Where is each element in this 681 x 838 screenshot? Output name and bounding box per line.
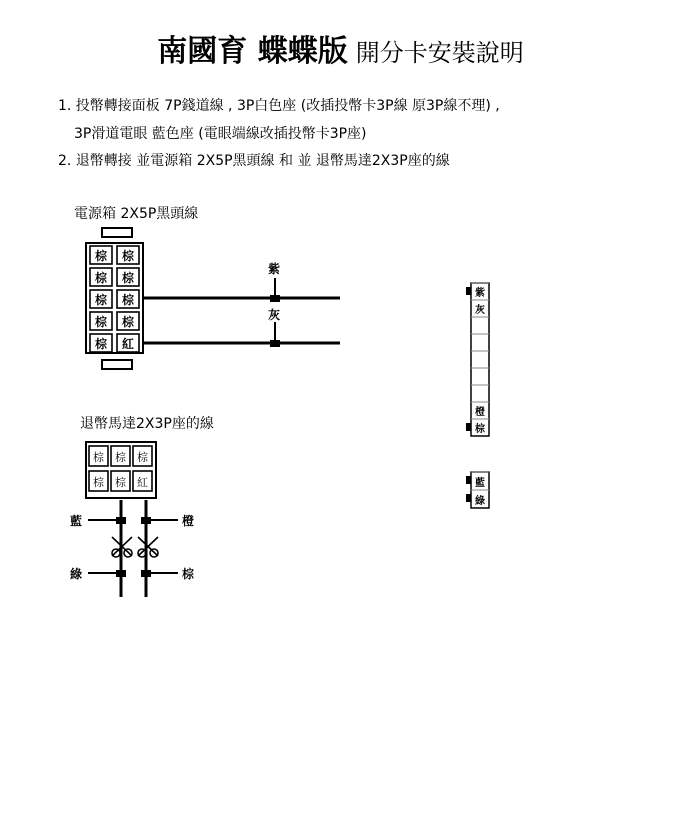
motor-pin-label: 紅 — [137, 476, 148, 489]
connector-strip-a — [466, 283, 489, 436]
title-sub: 開分卡安裝說明 — [355, 39, 524, 67]
conn-a-pin-label: 棕 — [475, 424, 485, 435]
conn-b-pin-label: 藍 — [475, 478, 485, 489]
power-box-pin-label: 棕 — [94, 293, 108, 307]
purple-wire-label: 紫 — [268, 262, 281, 276]
power-box-pin-label: 棕 — [94, 271, 108, 285]
motor-pin-label: 棕 — [115, 476, 126, 489]
purple-tap-node — [270, 295, 280, 302]
connector-strip-b — [466, 472, 489, 508]
power-box-pin-label: 紅 — [121, 337, 135, 351]
orange-wire-label: 橙 — [182, 514, 195, 528]
instruction-line-3: 2. 退幣轉接 並電源箱 2X5P黑頭線 和 並 退幣馬達2X3P座的線 — [58, 153, 450, 169]
instruction-line-2: 3P滑道電眼 藍色座 (電眼端線改插投幣卡3P座) — [74, 126, 367, 142]
brown-tap-node — [141, 570, 151, 577]
instruction-line-1: 1. 投幣轉接面板 7P錢道線 , 3P白色座 (改插投幣卡3P線 原3P線不理) , — [58, 98, 500, 114]
motor-pin-label: 棕 — [115, 451, 126, 464]
conn-a-marker — [466, 423, 471, 431]
green-tap-node — [116, 570, 126, 577]
power-box-pin-label: 棕 — [121, 315, 135, 329]
conn-b-marker — [466, 476, 471, 484]
orange-tap-node — [141, 517, 151, 524]
gray-tap-node — [270, 340, 280, 347]
motor-pin-label: 棕 — [137, 451, 148, 464]
blue-tap-node — [116, 517, 126, 524]
cut-scissors-icon — [112, 537, 158, 557]
green-wire-label: 綠 — [70, 567, 83, 581]
brown-wire-label: 棕 — [182, 567, 195, 581]
motor-label: 退幣馬達2X3P座的線 — [80, 416, 214, 432]
conn-a-pin-label: 紫 — [475, 288, 485, 299]
power-box-pin-label: 棕 — [94, 249, 108, 263]
conn-b-marker — [466, 494, 471, 502]
title-main: 南國育 蝶蝶版 — [157, 34, 348, 69]
conn-a-marker — [466, 287, 471, 295]
gray-wire-label: 灰 — [268, 308, 281, 322]
power-box-pin-label: 棕 — [94, 315, 108, 329]
conn-b-pin-label: 綠 — [475, 496, 485, 507]
power-box-pin-label: 棕 — [121, 271, 135, 285]
motor-pin-label: 棕 — [93, 476, 104, 489]
blue-wire-label: 藍 — [70, 514, 83, 528]
power-box-label: 電源箱 2X5P黑頭線 — [74, 206, 199, 222]
conn-a-pin-label: 橙 — [475, 407, 485, 418]
motor-pin-label: 棕 — [93, 451, 104, 464]
conn-a-pin-label: 灰 — [475, 305, 485, 316]
power-box-top-tab — [102, 228, 132, 237]
power-box-pin-label: 棕 — [121, 249, 135, 263]
power-box-pin-label: 棕 — [121, 293, 135, 307]
power-box-bottom-tab — [102, 360, 132, 369]
power-box-pin-label: 棕 — [94, 337, 108, 351]
